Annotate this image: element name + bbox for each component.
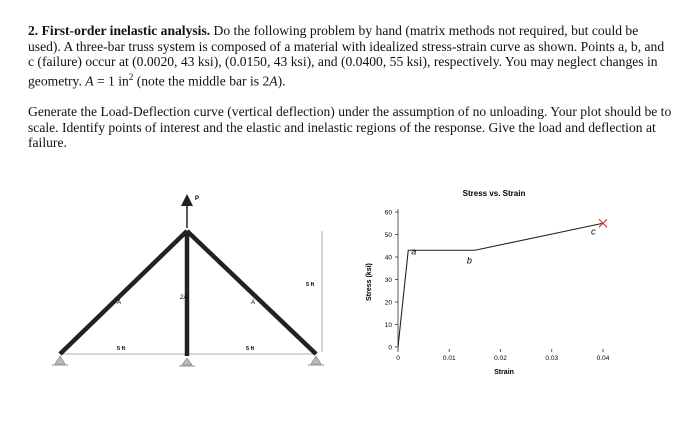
x-tick-label: 0.02 [494,355,507,362]
chart-title: Stress vs. Strain [462,189,526,198]
y-tick-label: 60 [384,209,392,217]
x-axis-label: Strain [494,369,514,376]
y-tick-label: 50 [384,232,392,239]
y-tick-label: 0 [388,344,392,352]
middle-bar-label: 2A [180,295,188,301]
point-label-c: c [591,226,596,237]
failure-marker [599,219,607,227]
x-tick-label: 0.03 [545,355,559,362]
point-label-b: b [466,255,472,266]
right-bar-label: A [251,300,256,306]
point-label-a: a [411,246,417,257]
left-bar-label: A [117,300,122,306]
area-symbol: A [85,73,94,89]
stress-strain-curve [398,223,603,347]
x-tick-label: 0 [396,355,400,362]
height-label: 5 ft [306,282,315,288]
problem-title: First-order inelastic analysis. [41,23,211,38]
y-axis-label: Stress (ksi) [366,263,373,301]
left-span-label: 5 ft [117,346,126,352]
area-note-symbol: A [269,73,278,89]
area-value: = 1 in [96,73,129,89]
instructions: Generate the Load-Deflection curve (vertical deflection) under the assumption of no unloading. Your plot should be to scale. Identify points of interest and the elastic and inelastic regions of the response. Give the load and deflection at failure. [28,104,672,150]
area-exponent: 2 [128,71,134,82]
right-span-label: 5 ft [246,346,255,352]
x-tick-label: 0.04 [596,355,610,362]
problem-number: 2. [28,23,39,38]
area-note: (note the middle bar is 2 [136,73,270,89]
x-tick-label: 0.01 [442,355,456,362]
load-label: P [195,196,200,202]
y-tick-label: 30 [384,277,392,284]
area-note-end: ). [277,73,286,89]
problem-text: Do the following problem by hand (matrix methods not required, but could be used). A three-bar truss system is composed of a material with idealized stress-strain curve as shown. Points a, b, and c (failure) occur at (0.0020, 43 ksi), (0.0150, 43 ksi), and (0.0400, 55 ksi), respectively. You may neglect changes in geometry. [28,23,665,89]
y-tick-label: 10 [384,322,392,329]
y-tick-label: 40 [384,254,392,262]
y-tick-label: 20 [384,299,392,307]
